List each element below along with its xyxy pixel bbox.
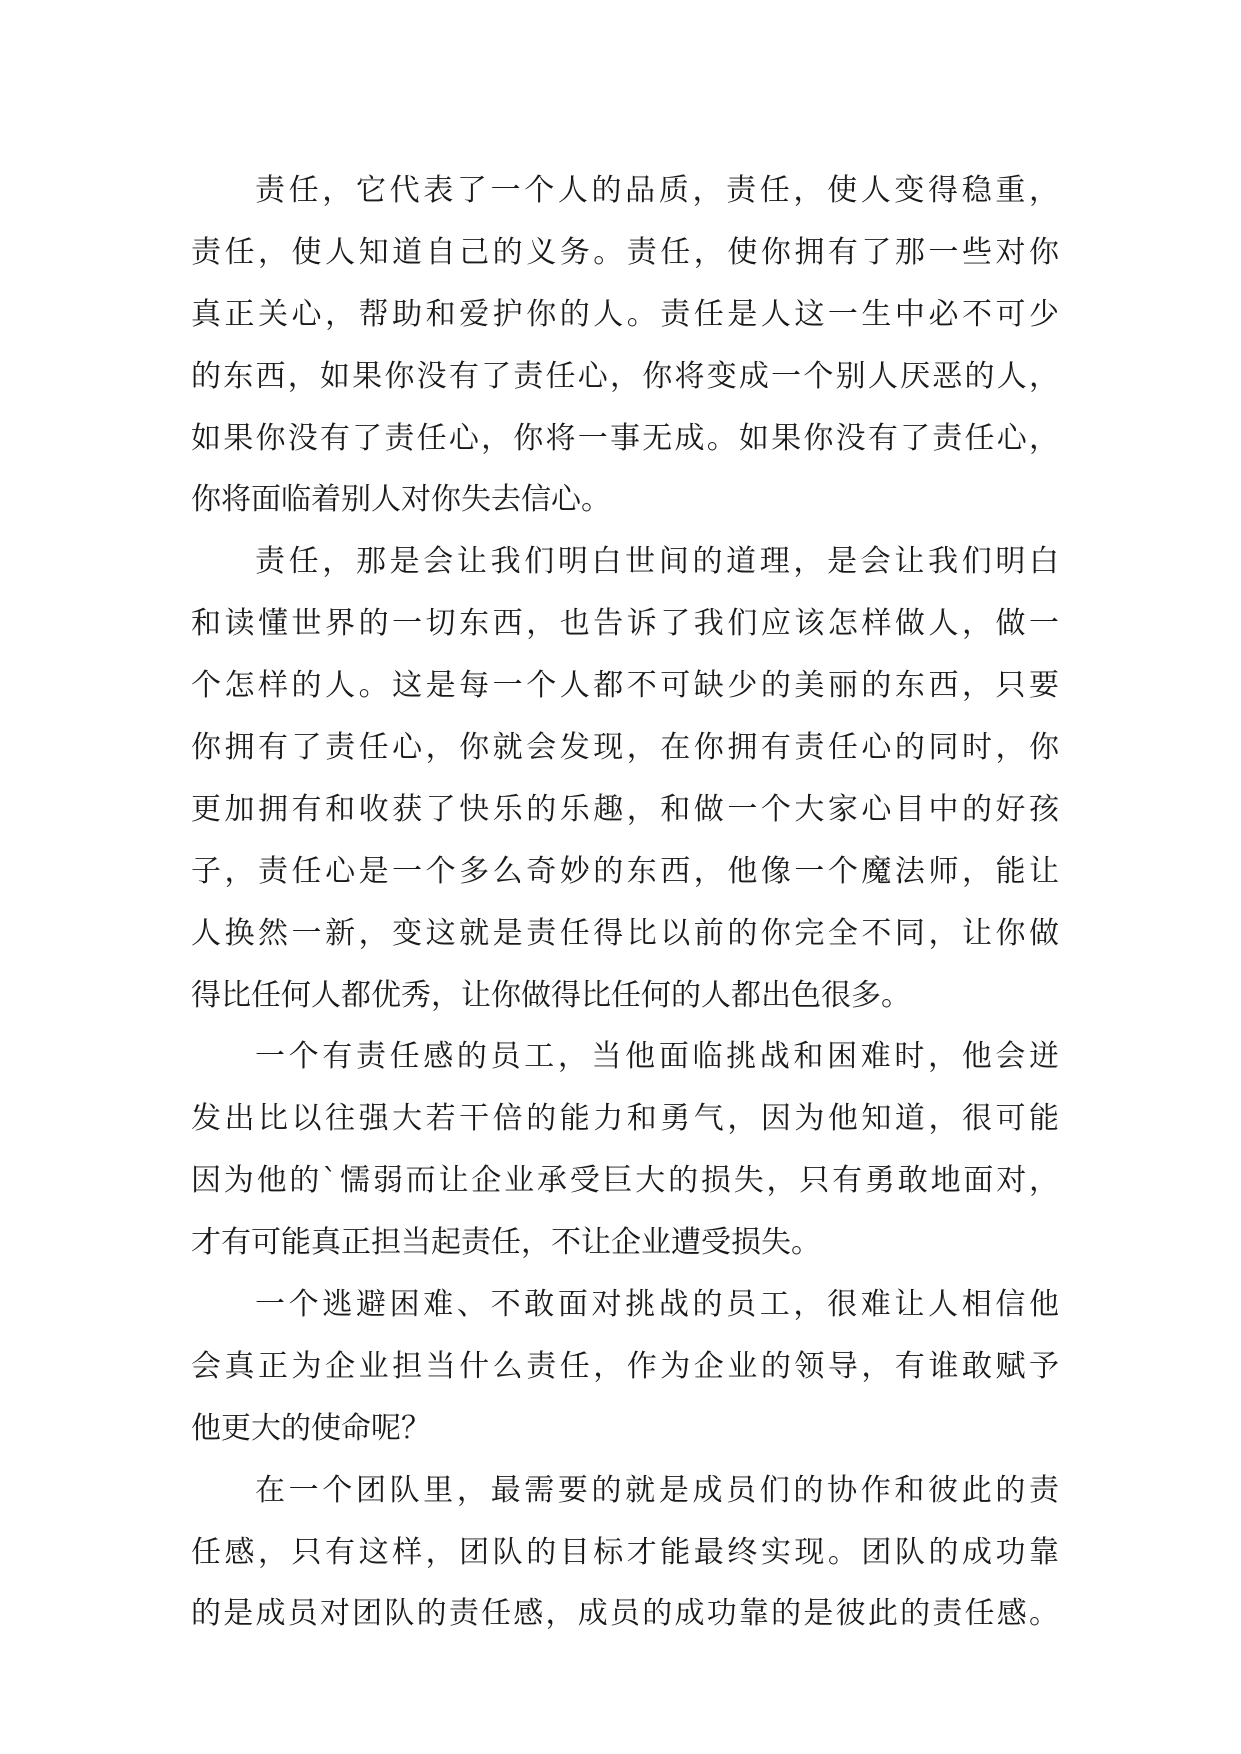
paragraph-3 bbox=[191, 1026, 1059, 1274]
text-line: 任感，只有这样，团队的目标才能最终实现。团队的成功靠 bbox=[191, 1534, 1059, 1570]
text-line: 个怎样的人。这是每一个人都不可缺少的美丽的东西，只要 bbox=[191, 668, 1059, 704]
document-body bbox=[191, 160, 1059, 1645]
text-line: 一个有责任感的员工，当他面临挑战和困难时，他会迸 bbox=[255, 1039, 1059, 1075]
text-line: 你拥有了责任心，你就会发现，在你拥有责任心的同时，你 bbox=[191, 730, 1059, 766]
text-line: 因为他的`懦弱而让企业承受巨大的损失，只有勇敢地面对， bbox=[191, 1163, 1059, 1199]
text-line: 会真正为企业担当什么责任，作为企业的领导，有谁敢赋予 bbox=[191, 1348, 1059, 1384]
text-line: 更加拥有和收获了快乐的乐趣，和做一个大家心目中的好孩 bbox=[191, 791, 1059, 827]
text-line: 真正关心，帮助和爱护你的人。责任是人这一生中必不可少 bbox=[191, 296, 1059, 332]
text-line: 责任，那是会让我们明白世间的道理，是会让我们明白 bbox=[255, 544, 1059, 580]
text-line: 如果你没有了责任心，你将一事无成。如果你没有了责任心， bbox=[191, 420, 1059, 456]
text-line: 的东西，如果你没有了责任心，你将变成一个别人厌恶的人， bbox=[191, 358, 1059, 394]
text-line: 得比任何人都优秀，让你做得比任何的人都出色很多。 bbox=[191, 977, 911, 1013]
paragraph-2 bbox=[191, 531, 1059, 1026]
text-line: 他更大的使命呢？ bbox=[191, 1410, 431, 1446]
text-line: 发出比以往强大若干倍的能力和勇气，因为他知道，很可能 bbox=[191, 1101, 1059, 1137]
text-line: 子，责任心是一个多么奇妙的东西，他像一个魔法师，能让 bbox=[191, 853, 1059, 889]
text-line: 才有可能真正担当起责任，不让企业遭受损失。 bbox=[191, 1225, 821, 1261]
text-line: 人换然一新，变这就是责任得比以前的你完全不同，让你做 bbox=[191, 915, 1059, 951]
text-line: 责任，使人知道自己的义务。责任，使你拥有了那一些对你 bbox=[191, 234, 1059, 270]
text-line: 一个逃避困难、不敢面对挑战的员工，很难让人相信他 bbox=[255, 1287, 1059, 1323]
text-line: 和读懂世界的一切东西，也告诉了我们应该怎样做人，做一 bbox=[191, 606, 1059, 642]
text-line: 的是成员对团队的责任感，成员的成功靠的是彼此的责任感。 bbox=[191, 1596, 1059, 1632]
paragraph-5 bbox=[191, 1460, 1059, 1646]
paragraph-1 bbox=[191, 160, 1059, 531]
text-line: 责任，它代表了一个人的品质，责任，使人变得稳重， bbox=[255, 173, 1059, 208]
paragraph-4 bbox=[191, 1274, 1059, 1460]
text-line: 你将面临着别人对你失去信心。 bbox=[191, 482, 611, 518]
text-line: 在一个团队里，最需要的就是成员们的协作和彼此的责 bbox=[255, 1472, 1059, 1508]
